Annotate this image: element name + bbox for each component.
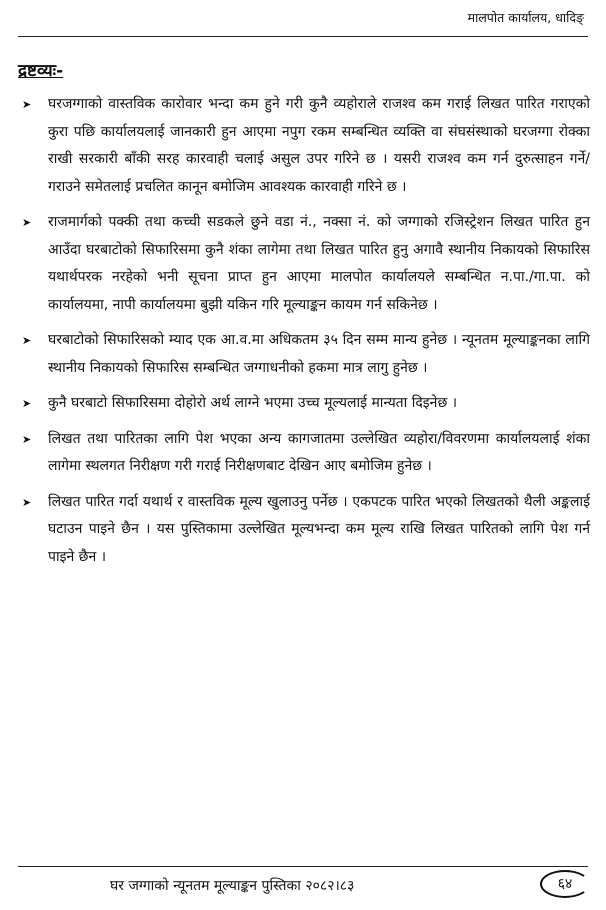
notes-title: द्रष्टव्यः- — [18, 61, 64, 81]
note-item — [18, 209, 590, 319]
note-item — [18, 327, 590, 382]
arrow-bullet-icon: ➤ — [22, 98, 32, 111]
note-item — [18, 489, 590, 572]
arrow-bullet-icon: ➤ — [22, 334, 32, 347]
header-divider — [18, 36, 588, 37]
footer-divider — [18, 866, 588, 867]
header-office-name: मालपोत कार्यालय, धादिङ् — [467, 10, 584, 25]
note-text: घरबाटोको सिफारिसको म्याद एक आ.व.मा अधिकतम ३५ दिन सम्म मान्य हुनेछ । न्यूनतम मूल्याङ्कनका लागि स्थानीय निकायको सिफारिस सम्बन्धित जग्गाधनीको हकमा मात्र लागु हुनेछ । — [48, 332, 590, 376]
arrow-bullet-icon: ➤ — [22, 397, 32, 410]
notes-list — [18, 91, 590, 579]
note-text: लिखत तथा पारितका लागि पेश भएका अन्य कागजातमा उल्लेखित व्यहोरा/विवरणमा कार्यालयलाई शंका लागेमा स्थलगत निरीक्षण गरी गराई निरीक्षणबाट देखिन आए बमोजिम हुनेछ । — [48, 430, 590, 474]
note-text: राजमार्गको पक्की तथा कच्ची सडकले छुने वडा नं., नक्सा नं. को जग्गाको रजिस्ट्रेशन लिखत पारित हुन आउँदा घरबाटोको सिफारिसमा कुनै शंका लागेमा तथा लिखत पारित हुनु अगावै स्थानीय निकायको सिफारिस यथार्थपरक नरहेको भनी सूचना प्राप्त हुन आएमा मालपोत कार्यालयले सम्बन्धित न.पा./गा.पा. को कार्यालयमा, नापी कार्यालयमा बुझी यकिन गरि मूल्याङ्कन कायम गर्न सकिनेछ । — [48, 214, 590, 313]
note-item — [18, 390, 590, 418]
arrow-bullet-icon: ➤ — [22, 216, 32, 229]
note-item — [18, 426, 590, 481]
arrow-bullet-icon: ➤ — [22, 432, 32, 446]
page-number-badge — [540, 870, 590, 898]
footer-title: घर जग्गाको न्यूनतम मूल्याङ्कन पुस्तिका २०८२।८३ — [110, 878, 355, 894]
note-text: कुनै घरबाटो सिफारिसमा दोहोरो अर्थ लाग्ने भएमा उच्च मूल्यलाई मान्यता दिइनेछ । — [48, 395, 458, 411]
note-text: लिखत पारित गर्दा यथार्थ र वास्तविक मूल्य खुलाउनु पर्नेछ । एकपटक पारित भएको लिखतको थैली अङ्कलाई घटाउन पाइने छैन । यस पुस्तिकामा उल्लेखित मूल्यभन्दा कम मूल्य राखि लिखत पारितको लागि पेश गर्न पाइने छैन । — [48, 493, 590, 565]
note-item — [18, 91, 590, 201]
page-number: ६४ — [557, 876, 573, 892]
arrow-bullet-icon: ➤ — [22, 495, 32, 509]
note-text: घरजग्गाको वास्तविक कारोवार भन्दा कम हुने गरी कुनै व्यहोराले राजश्व कम गराई लिखत पारित गराएको कुरा पछि कार्यालयलाई जानकारी हुन आएमा नपुग रकम सम्बन्धित व्यक्ति वा संघसंस्थाको घरजग्गा रोक्का राखी सरकारी बाँकी सरह कारवाही चलाई असुल उपर गरिने छ । यसरी राजश्व कम गर्न दुरुत्साहन गर्ने/गराउने समेतलाई प्रचलित कानून बमोजिम आवश्यक कारवाही गरिने छ । — [48, 96, 590, 195]
